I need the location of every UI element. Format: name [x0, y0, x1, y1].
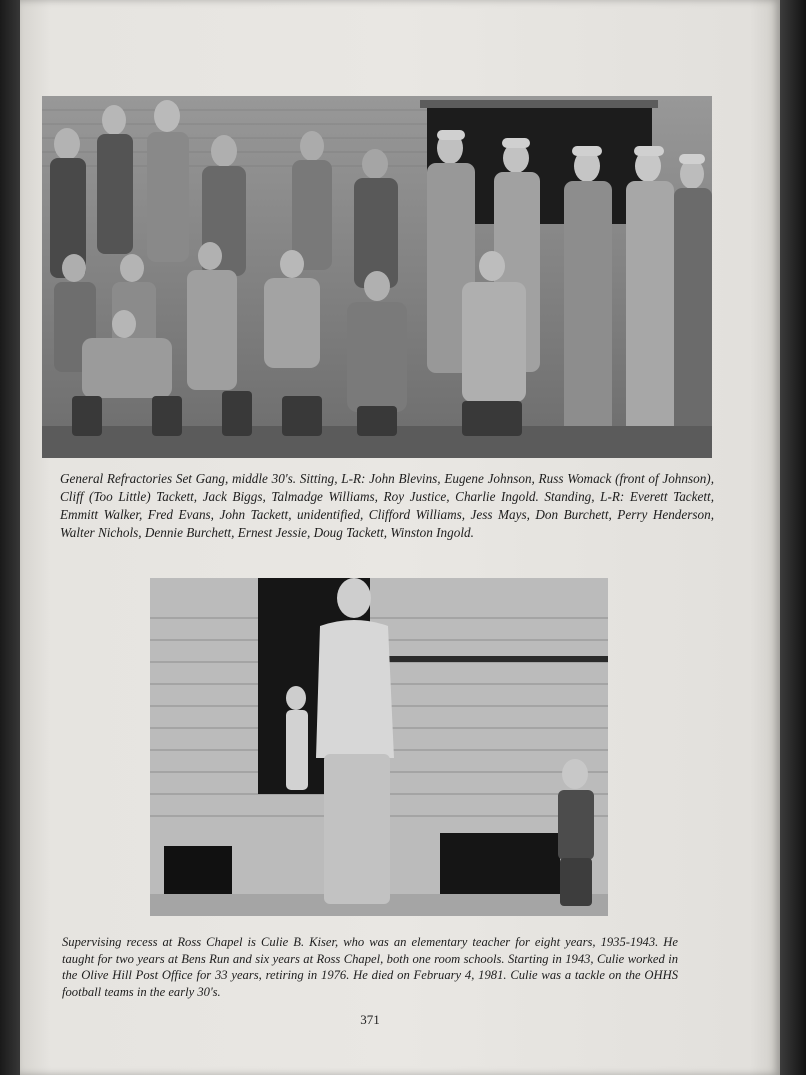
- recess-photo-caption: Supervising recess at Ross Chapel is Culie B. Kiser, who was an elementary teacher for eight years, 1935-1943. He taught for two years at Bens Run and six years at Ross Chapel, both one room schools. Starting in 1943, Culie worked in the Olive Hill Post Office for 33 years, retiring in 1976. He died on February 4, 1981. Culie was a tackle on the OHHS football teams in the early 30's.: [62, 935, 678, 999]
- desk-background: [0, 0, 22, 1075]
- ross-chapel-recess-photo: [150, 578, 608, 916]
- recess-photo-illustration: [150, 578, 608, 916]
- page-number: 371: [360, 1012, 380, 1027]
- refractories-crew-group-photo: [42, 96, 712, 458]
- group-photo-caption: General Refractories Set Gang, middle 30's. Sitting, L-R: John Blevins, Eugene Johnson, Russ Womack (front of Johnson), Cliff (Too Little) Tackett, Jack Biggs, Talmadge Williams, Roy Justice, Charlie Ingold. Standing, L-R: Everett Tackett, Emmitt Walker, Fred Evans, John Tackett, unidentified, Clifford Williams, Jess Mays, Don Burchett, Perry Henderson, Walter Nichols, Dennie Burchett, Ernest Jessie, Doug Tackett, Winston Ingold.: [60, 471, 714, 540]
- group-photo-illustration: [42, 96, 712, 458]
- book-spine-shadow: [780, 0, 806, 1075]
